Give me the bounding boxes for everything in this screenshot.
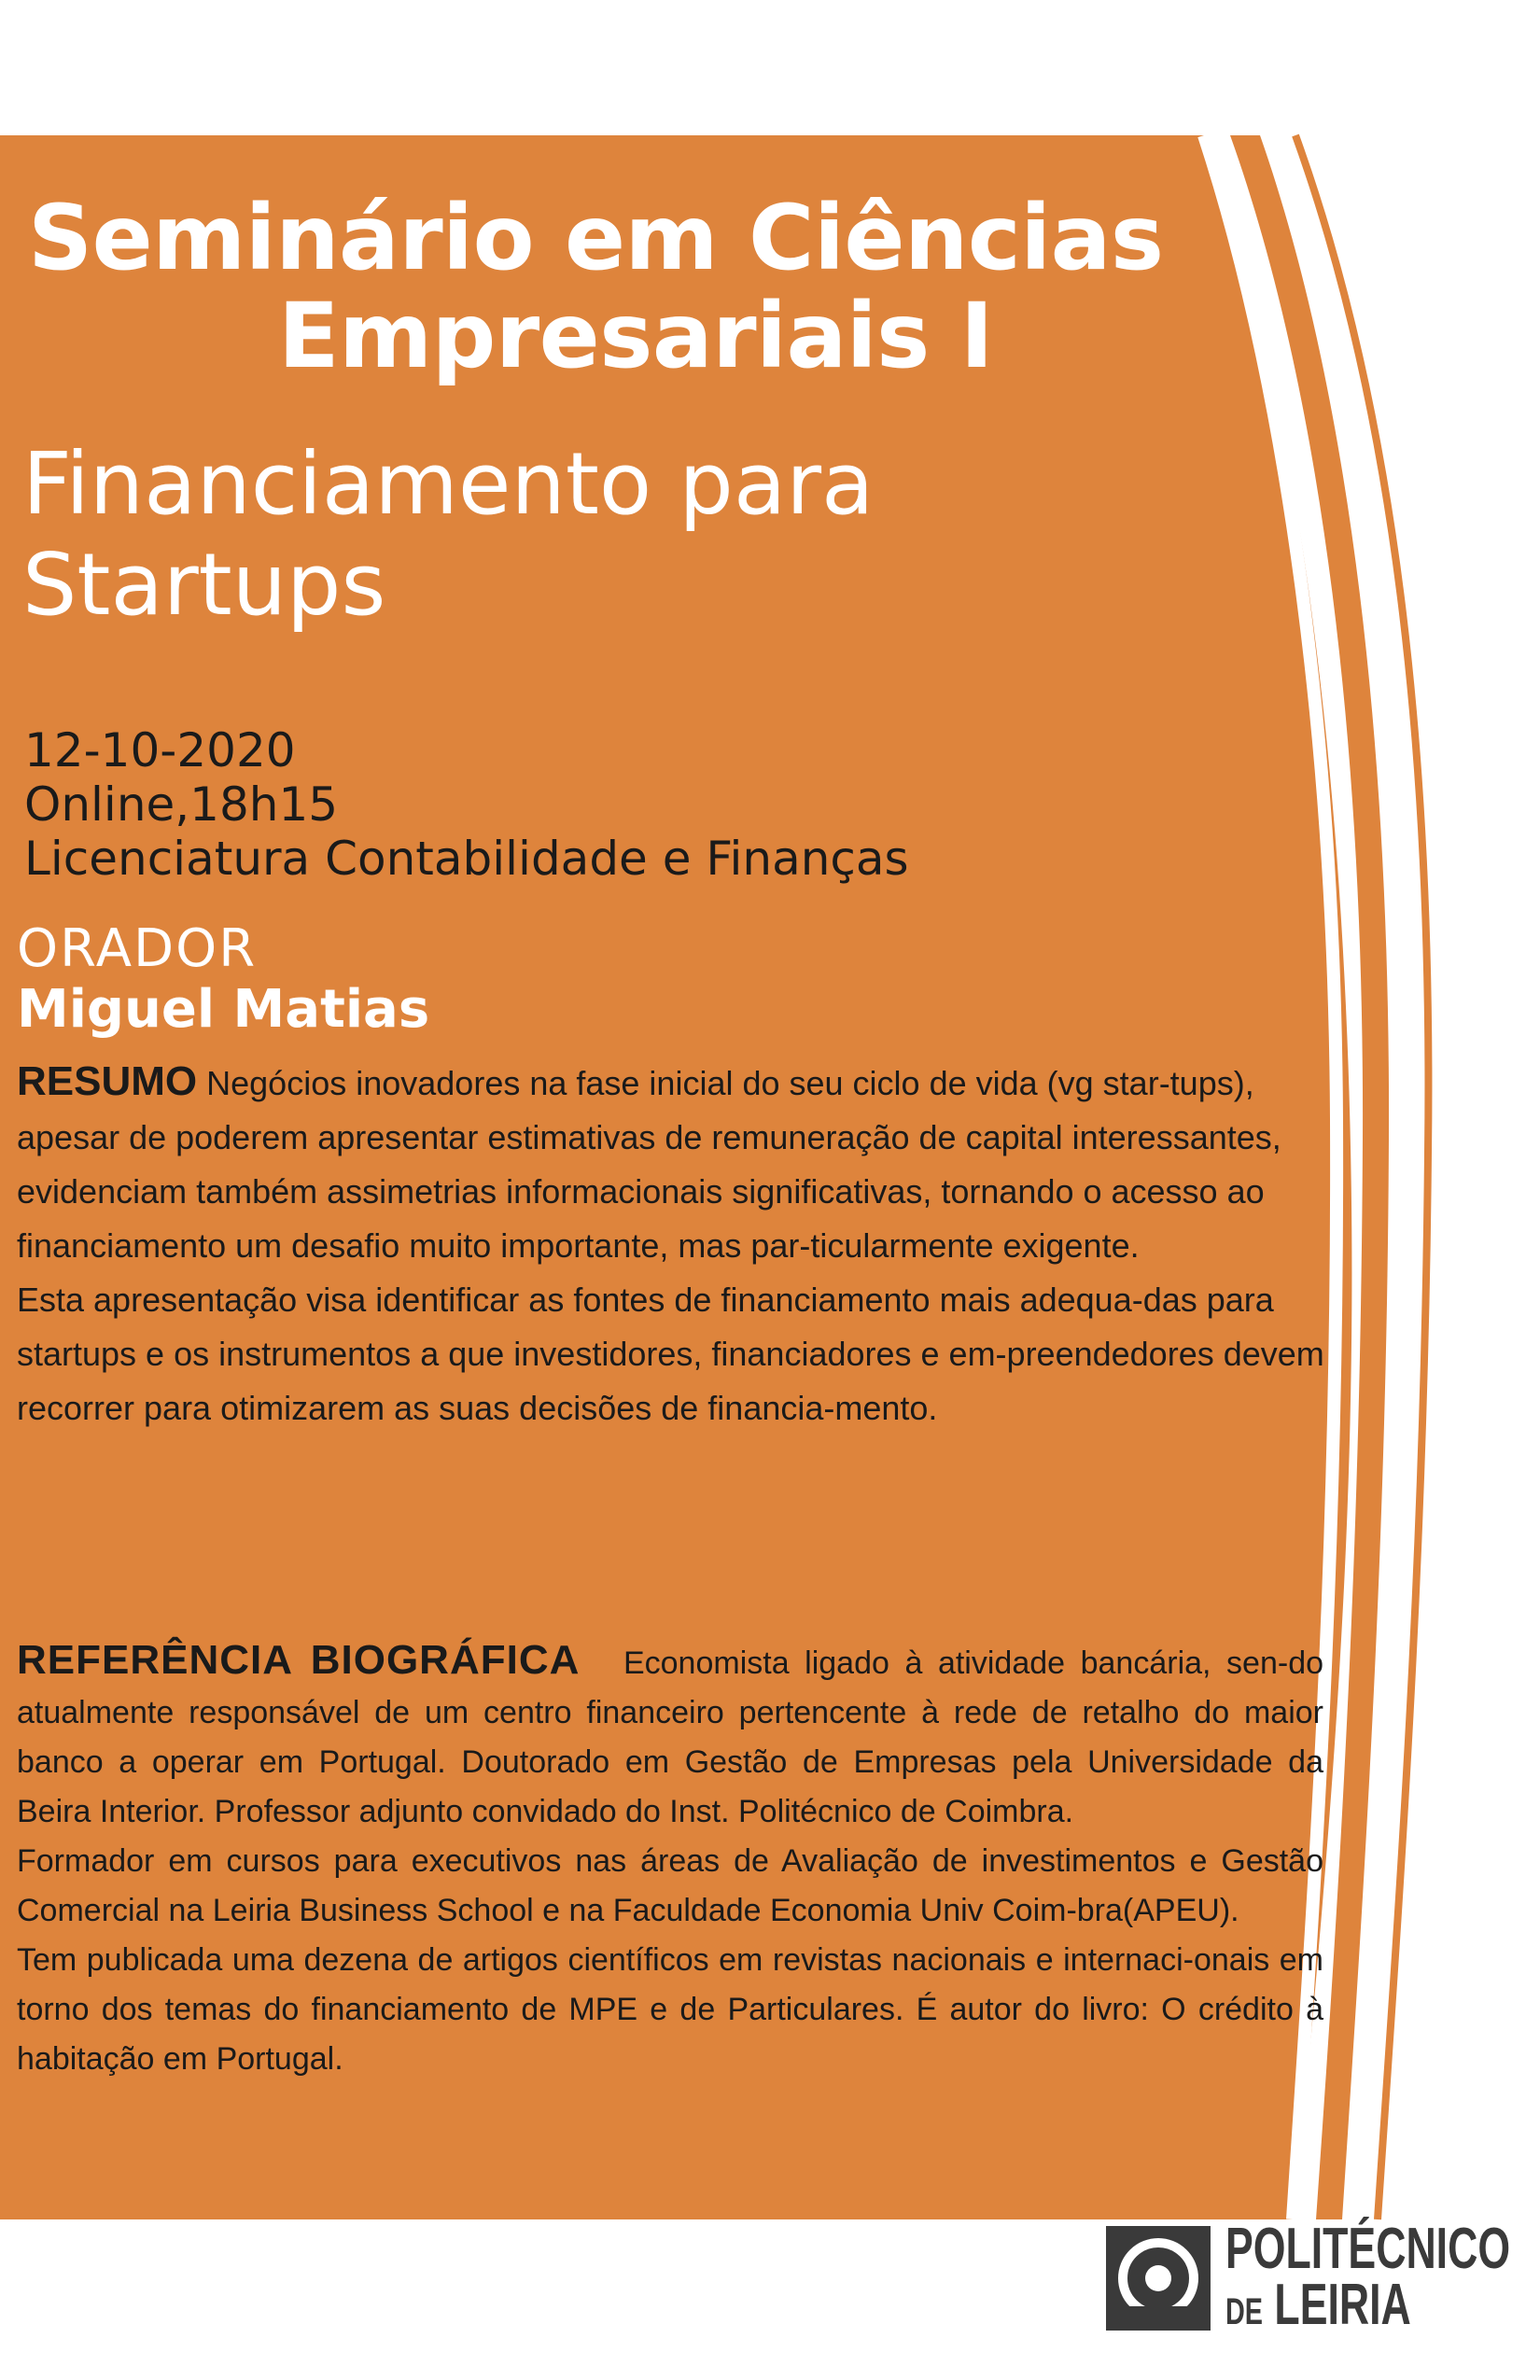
logo-text-de: DE	[1225, 2291, 1264, 2332]
resumo-section	[17, 1055, 1333, 1435]
resumo-paragraph-2: Esta apresentação visa identificar as fontes de financiamento mais adequa-das para startups e os instrumentos a que investidores, financiadores e em-preendedores devem recorrer para otimizarem as suas decisões de financia-mento.	[17, 1281, 1324, 1427]
logo-text-line-1: POLITÉCNICO	[1225, 2217, 1511, 2281]
subtitle: Financiamento para Startups	[22, 434, 875, 635]
bio-text-1: Economista ligado à atividade bancária, sen-do atualmente responsável de um centro financeiro pertencente à rede de retalho do maior banco a operar em Portugal. Doutorado em Gestão de Empresas pela Universidade da Beira Interior. Professor adjunto convidado do Inst. Politécnico de Coimbra.	[17, 1645, 1324, 1829]
event-date: 12-10-2020	[24, 723, 296, 777]
logo-text-leiria: LEIRIA	[1274, 2273, 1411, 2337]
event-info	[24, 723, 909, 886]
speaker-label: ORADOR	[17, 918, 258, 979]
bio-paragraph-3: Tem publicada uma dezena de artigos científicos em revistas nacionais e internaci-onais em torno dos temas do financiamento de MPE e de Particulares. É autor do livro: O crédito à habitação em Portugal.	[17, 1942, 1323, 2077]
title-line-1: Seminário em Ciências	[28, 186, 1164, 290]
politecnico-leiria-logo	[1106, 2217, 1517, 2338]
bio-heading: REFERÊNCIA BIOGRÁFICA	[17, 1637, 581, 1683]
bio-paragraph-2: Formador em cursos para executivos nas áreas de Avaliação de investimentos e Gestão Comercial na Leiria Business School e na Faculdade Economia Univ Coim-bra(APEU).	[17, 1843, 1323, 1928]
logo-text-line-2	[1225, 2275, 1411, 2343]
event-place-time: Online,18h15	[24, 777, 339, 832]
speaker-name: Miguel Matias	[17, 979, 430, 1040]
bio-section	[17, 1635, 1323, 2084]
resumo-paragraph-1	[17, 1055, 1333, 1273]
title-line-2: Empresariais I	[278, 284, 993, 388]
bio-paragraph-1	[17, 1635, 1323, 1837]
event-programme: Licenciatura Contabilidade e Finanças	[24, 832, 909, 886]
resumo-text-1: Negócios inovadores na fase inicial do seu ciclo de vida (vg star-tups), apesar de poderem apresentar estimativas de remuneração de capital interessantes, evidenciam também assimetrias informacionais significativas, tornando o acesso ao financiamento um desafio muito importante, mas par-ticularmente exigente.	[17, 1064, 1281, 1265]
logo-mark-icon	[1106, 2226, 1211, 2331]
resumo-heading: RESUMO	[17, 1058, 198, 1104]
